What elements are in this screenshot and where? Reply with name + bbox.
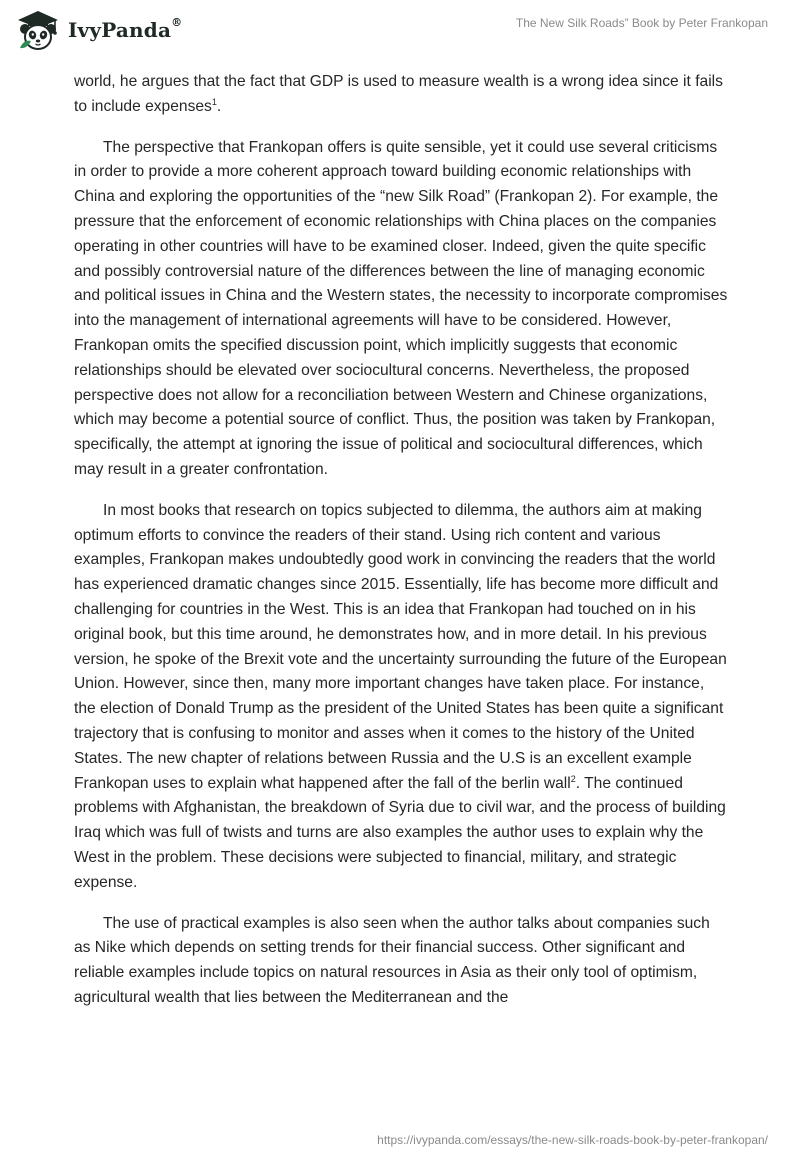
footnote-ref-1[interactable]: 1 (211, 96, 217, 107)
paragraph-continuation: world, he argues that the fact that GDP is used to measure wealth is a wrong idea since it fails to include expenses$^1$. (74, 73, 723, 115)
paragraph: The perspective that Frankopan offers is quite sensible, yet it could use several criticisms in order to provide a more coherent approach toward building economic relationships with China and exploring the opportunities of the “new Silk Road” (Frankopan 2). For example, the pressure that the enforcement of economic relationships with China places on the companies operating in other countries will have to be examined closer. Indeed, given the quite specific and possibly controversial nature of the differences between the line of managing economic and political issues in China and the Western states, the necessity to incorporate compromises into the management of international agreements will have to be considered. However, Frankopan omits the specified discussion point, which implicitly suggests that economic relationships should be elevated over sociocultural concerns. Nevertheless, the proposed perspective does not allow for a reconciliation between Western and Chinese organizations, which may become a potential source of conflict. Thus, the position was taken by Frankopan, specifically, the attempt at ignoring the issue of political and sociocultural differences, which may result in a greater confrontation. (74, 138, 728, 478)
paragraph: The use of practical examples is also seen when the author talks about companies such as Nike which depends on setting trends for their financial success. Other significant and reliable examples include topics on natural resources in Asia as their only tool of optimism, agricultural wealth that lies between the Mediterranean and the (74, 914, 710, 1006)
panda-graduation-cap-icon (14, 8, 62, 52)
source-url[interactable]: https://ivypanda.com/essays/the-new-silk-roads-book-by-peter-frankopan/ (377, 1133, 768, 1147)
brand-name: IvyPanda® (68, 16, 183, 42)
document-title: The New Silk Roads” Book by Peter Frankopan (515, 16, 768, 30)
essay-body (74, 70, 730, 1027)
page-header (0, 0, 800, 64)
footnote-ref-2[interactable]: 2 (570, 773, 576, 784)
ivypanda-logo[interactable] (14, 8, 182, 52)
paragraph: In most books that research on topics subjected to dilemma, the authors aim at making optimum efforts to convince the readers of their stand. Using rich content and various examples, Frankopan makes undoubtedly good work in convincing the readers that the world has experienced dramatic changes since 2015. Essentially, life has become more difficult and challenging for countries in the West. This is an idea that Frankopan had touched on in his original book, but this time around, he demonstrates how, and in more detail. In his previous version, he spoke of the Brexit vote and the uncertainty surrounding the future of the European Union. However, since then, many more important changes have taken place. For instance, the election of Donald Trump as the president of the United States has been quite a significant trajectory that is confusing to monitor and asses when it comes to the history of the United States. The new chapter of relations between Russia and the U.S is an excellent example Frankopan uses to explain what happened after the fall of the berlin wall$^2$. The continued problems with Afghanistan, the breakdown of Syria due to civil war, and the process of building Iraq which was full of twists and turns are also examples the author uses to explain why the West in the problem. These decisions were subjected to financial, military, and strategic expense. (74, 501, 727, 891)
